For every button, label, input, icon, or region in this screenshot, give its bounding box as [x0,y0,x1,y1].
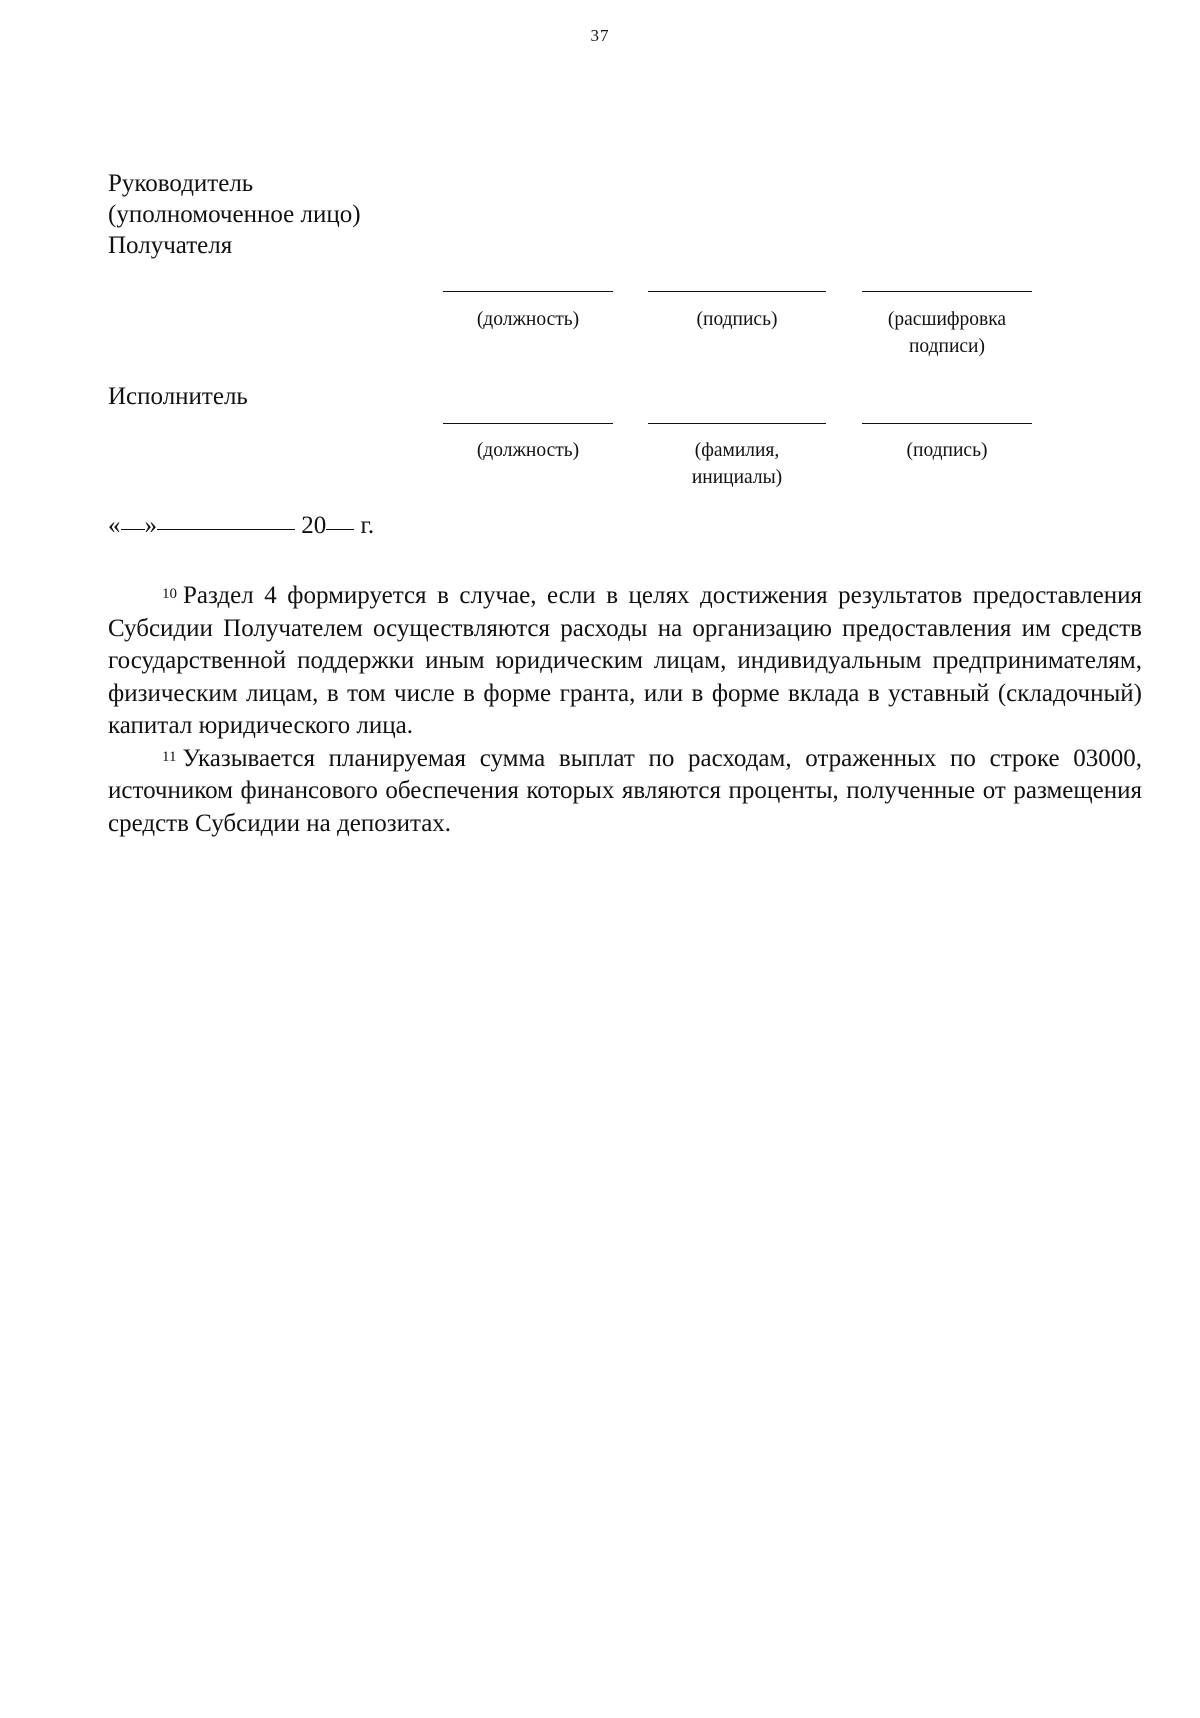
executor-name-line [648,423,826,424]
signatory-label-line1: Руководитель [108,170,254,197]
footnotes [108,580,1142,840]
date-line [108,512,374,540]
executor-signature-caption: (подпись) [906,440,988,461]
page-number: 37 [590,26,610,45]
executor-label: Исполнитель [108,383,248,410]
footnote-marker: 10 [162,586,177,602]
footnote-11 [108,743,1142,841]
executor-position-line [443,423,613,424]
year-blank [326,528,354,530]
day-blank [121,528,145,530]
signatory-decoding-caption-line2: подписи) [908,336,985,357]
footnote-10 [108,580,1142,743]
signatory-label-line2: (уполномоченное лицо) [108,201,361,228]
executor-signature-line [862,423,1032,424]
signatory-decoding-caption-line1: (расшифровка [887,309,1007,330]
signatory-label-line3: Получателя [108,232,233,259]
executor-name-caption [648,437,826,491]
footnote-text: Указывается планируемая сумма выплат по расходам, отраженных по строке 03000, источником финансового обеспечения которых являются проценты, полученные от размещения средств Субсидии на депозитах. [108,744,1142,837]
signatory-position-line [443,291,613,292]
signatory-decoding-line [862,291,1032,292]
signatory-signature-caption: (подпись) [696,309,778,330]
signatory-decoding-caption [847,306,1047,360]
year-suffix: г. [360,512,375,539]
year-prefix: 20 [301,512,327,539]
signatory-position-caption: (должность) [476,309,580,330]
date-close-quote: » [144,512,157,539]
executor-name-caption-line2: инициалы) [691,467,783,488]
date-open-quote: « [108,512,121,539]
signatory-label [108,168,361,261]
footnote-marker: 11 [162,748,177,765]
executor-position-caption: (должность) [476,440,580,461]
month-blank [157,528,295,530]
signatory-signature-line [648,291,826,292]
footnote-text: Раздел 4 формируется в случае, если в целях достижения результатов предоставления Субсидии Получателем осуществляются расходы на организацию предоставления им средств государственной поддержки иным юридическим лицам, индивидуальным предпринимателям, физическим лицам, в том числе в форме гранта, или в форме вклада в уставный (складочный) капитал юридического лица. [108,582,1142,739]
executor-name-caption-line1: (фамилия, [694,440,780,461]
